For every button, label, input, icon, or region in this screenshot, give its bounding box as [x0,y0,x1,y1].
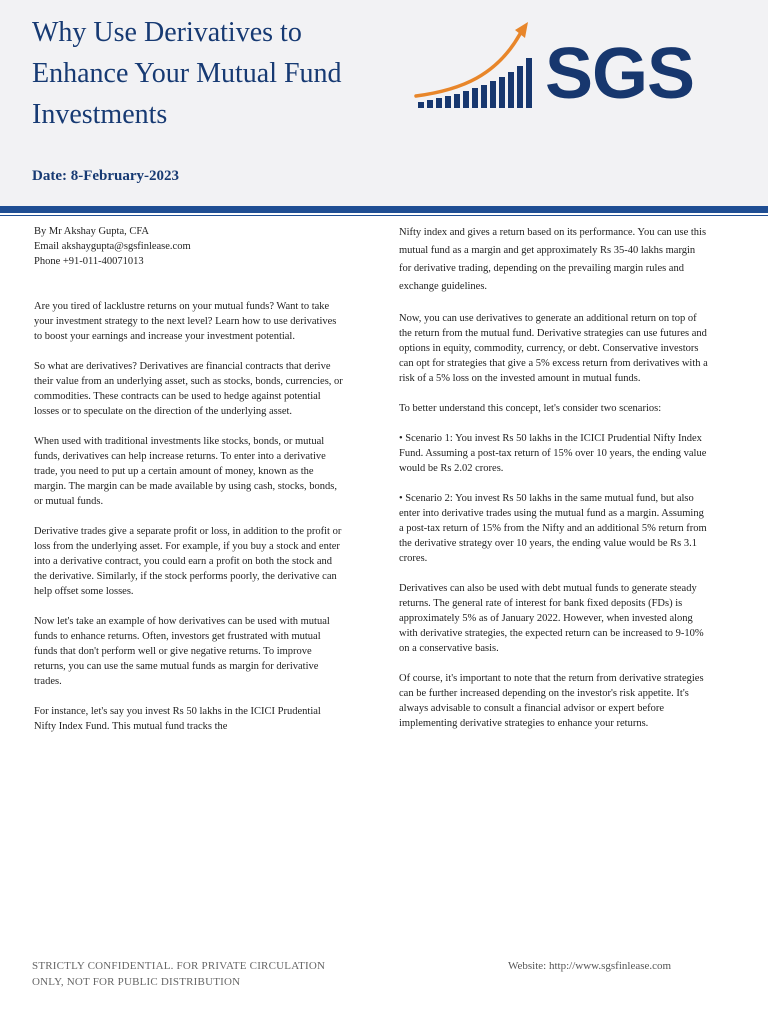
text-line: their value from an underlying asset, such as stocks, bonds, currencies, or [34,376,343,387]
document-title [32,12,412,135]
text-line: losses or to speculate on the direction of the underlying asset. [34,406,293,417]
header-divider-thin [0,215,768,216]
confidential-line: ONLY, NOT FOR PUBLIC DISTRIBUTION [32,976,241,988]
text-line: To better understand this concept, let's consider two scenarios: [399,403,662,414]
text-line: Fund. Assuming a post-tax return of 15% over 10 years, the ending value [399,448,707,459]
confidentiality-notice [32,958,362,990]
text-line: would be Rs 2.02 crores. [399,463,504,474]
text-line: funds, derivatives can help increase returns. To enter into a derivative [34,451,326,462]
right-column [399,224,733,746]
text-line: Now let's take an example of how derivatives can be used with mutual [34,616,330,627]
body-paragraph [34,434,368,509]
growth-bars-icon [418,58,532,108]
text-line: the return from the mutual fund. Derivative strategies can use futures and [399,328,707,339]
header-divider-thick [0,206,768,213]
author-name: By Mr Akshay Gupta, CFA [34,226,150,237]
text-line: Of course, it's important to note that the return from derivative strategies [399,673,704,684]
website-link[interactable]: Website: http://www.sgsfinlease.com [508,960,672,972]
text-line: Nifty index and gives a return based on its performance. You can use this [399,227,707,238]
text-line: commodities. These contracts can be used to hedge against potential [34,391,321,402]
body-paragraph [34,704,368,734]
body-paragraph [34,299,368,344]
body-paragraph [399,671,733,731]
title-line: Why Use Derivatives to [32,17,302,48]
text-line: For instance, let's say you invest Rs 50 lakhs in the ICICI Prudential [34,706,321,717]
text-line: Nifty Index Fund. This mutual fund tracks the [34,721,228,732]
text-line: trade, you need to put up a certain amount of money, known as the [34,466,314,477]
text-line: or mutual funds. [34,496,104,507]
text-line: approximately 5% as of January 2022. However, when invested along [399,613,693,624]
body-paragraph [34,359,368,419]
text-line: margin. The margin can be made available by using cash, stocks, bonds, [34,481,337,492]
title-line: Enhance Your Mutual Fund [32,58,342,89]
text-line: exchange guidelines. [399,281,488,292]
text-line: can be further increased depending on the investor's risk appetite. It's [399,688,689,699]
text-line: on a conservative basis. [399,643,499,654]
text-line: Now, you can use derivatives to generate an additional return on top of [399,313,697,324]
author-phone: Phone +91-011-40071013 [34,256,144,267]
author-email: Email akshaygupta@sgsfinlease.com [34,241,191,252]
header-band [0,0,768,206]
body-paragraph [399,431,733,476]
text-line: • Scenario 2: You invest Rs 50 lakhs in the same mutual fund, but also [399,493,694,504]
left-body [34,299,368,734]
text-line: loss from the underlying asset. For example, if you buy a stock and enter [34,541,340,552]
text-line: Derivative trades give a separate profit or loss, in addition to the profit or [34,526,342,537]
author-block [34,224,368,269]
text-line: returns. The general rate of interest for bank fixed deposits (FDs) is [399,598,683,609]
text-line: a post-tax return of 15% from the Nifty and an additional 5% return from [399,523,707,534]
left-column [34,224,368,749]
text-line: implementing derivative strategies to enhance your returns. [399,718,649,729]
text-line: enter into derivative trades using the mutual fund as a margin. Assuming [399,508,704,519]
text-line: risk of a 5% loss on the invested amount in mutual funds. [399,373,641,384]
text-line: returns, you can use the same mutual funds as margin for derivative [34,661,319,672]
text-line: can opt for strategies that give a 5% excess return from derivatives with a [399,358,708,369]
body-paragraph [399,311,733,386]
text-line: • Scenario 1: You invest Rs 50 lakhs in the ICICI Prudential Nifty Index [399,433,702,444]
text-line: options in equity, commodity, currency, or debt. Conservative investors [399,343,699,354]
text-line: crores. [399,553,428,564]
text-line: funds that don't perform well or give negative returns. To improve [34,646,312,657]
text-line: the derivative. Similarly, if the stock performs poorly, the derivative can [34,571,337,582]
text-line: When used with traditional investments like stocks, bonds, or mutual [34,436,325,447]
text-line: always advisable to consult a financial advisor or expert before [399,703,665,714]
confidential-line: STRICTLY CONFIDENTIAL. FOR PRIVATE CIRCULATION [32,960,326,972]
body-paragraph [399,491,733,566]
text-line: funds to enhance returns. Often, investors get frustrated with mutual [34,631,321,642]
text-line: into a derivative contract, you could earn a profit on both the stock and [34,556,332,567]
text-line: for derivative trading, depending on the prevailing margin rules and [399,263,684,274]
text-line: mutual fund as a margin and get approximately Rs 35-40 lakhs margin [399,245,696,256]
sgs-logo-text: SGS [545,34,695,114]
text-line: trades. [34,676,62,687]
text-line: with derivative strategies, the expected return can be increased to 9-10% [399,628,704,639]
body-paragraph [399,401,733,416]
body-paragraph [399,581,733,656]
text-line: So what are derivatives? Derivatives are financial contracts that derive [34,361,331,372]
right-body [399,311,733,731]
text-line: your investment strategy to the next level? Learn how to use derivatives [34,316,337,327]
body-paragraph [34,614,368,689]
arrow-head-icon [515,22,528,38]
text-line: Derivatives can also be used with debt mutual funds to generate steady [399,583,697,594]
text-line: the derivative strategy over 10 years, the ending value would be Rs 3.1 [399,538,697,549]
publication-date: Date: 8-February-2023 [32,168,180,184]
continued-paragraph [399,224,733,296]
text-line: help offset some losses. [34,586,134,597]
body-paragraph [34,524,368,599]
text-line: to boost your earnings and increase your investment potential. [34,331,295,342]
text-line: Are you tired of lacklustre returns on your mutual funds? Want to take [34,301,330,312]
title-line: Investments [32,99,168,130]
